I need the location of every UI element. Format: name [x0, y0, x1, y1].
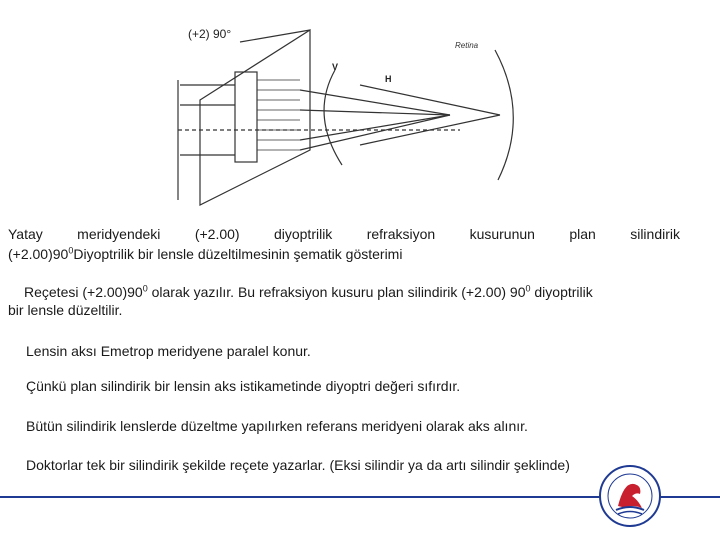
- caption-line-2-pre: (+2.00)90: [8, 246, 69, 262]
- cylinder-lens: [235, 72, 257, 162]
- caption-line-2-post: Diyoptrilik bir lensle düzeltilmesinin şematik gösterimi: [73, 246, 403, 262]
- figure-label-power: (+2) 90°: [188, 27, 232, 41]
- caption-line-1: Yatay meridyendeki (+2.00) diyoptrilik refraksiyon kusurunun plan silindirik: [8, 226, 680, 242]
- prescription-mid: olarak yazılır. Bu refraksiyon kusuru plan silindirik (+2.00) 90: [147, 284, 526, 300]
- paragraph-reference: Bütün silindirik lenslerde düzeltme yapılırken referans meridyeni olarak aks alınır.: [26, 418, 528, 434]
- paragraph-axis: Lensin aksı Emetrop meridyene paralel konur.: [26, 343, 311, 359]
- figure-label-h: H: [385, 74, 392, 84]
- paragraph-doctors: Doktorlar tek bir silindirik şekilde reçete yazarlar. (Eksi silindir ya da artı silindir şeklinde): [26, 457, 570, 473]
- prescription-degree-sup-2: 0: [525, 283, 531, 294]
- figure-label-retina: Retina: [455, 41, 479, 50]
- paragraph-reason: Çünkü plan silindirik bir lensin aks istikametinde diyoptri değeri sıfırdır.: [26, 378, 461, 394]
- cornea: [324, 70, 342, 165]
- prescription-pre: Reçetesi (+2.00)90: [24, 284, 143, 300]
- prescription-degree-sup-1: 0: [142, 283, 148, 294]
- caption-line-2: [8, 245, 680, 263]
- lens-plane: [200, 30, 310, 205]
- university-logo: [598, 464, 662, 528]
- figure-label-v: V: [332, 62, 339, 72]
- prescription-line-1: [24, 283, 682, 301]
- prescription-post: diyoptrilik: [530, 284, 593, 300]
- prescription-line-2: bir lensle düzeltilir.: [8, 302, 123, 318]
- caption-degree-sup: 0: [68, 245, 74, 256]
- optics-diagram: [160, 10, 540, 215]
